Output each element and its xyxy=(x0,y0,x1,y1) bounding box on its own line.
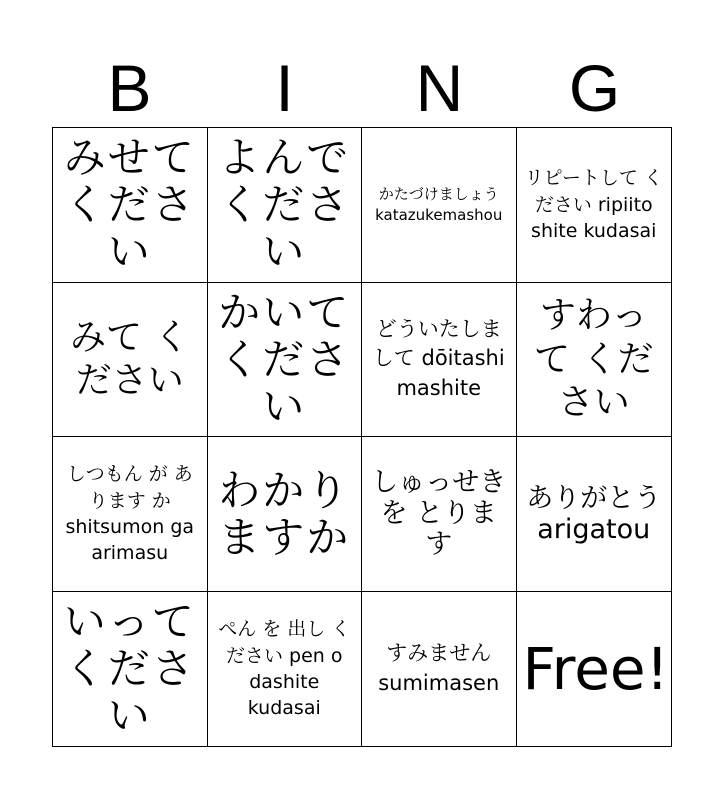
cell-text: いって ください xyxy=(63,597,196,741)
cell-text: リピートして ください ripiito shite kudasai xyxy=(524,167,663,242)
bingo-cell[interactable] xyxy=(53,592,208,747)
bingo-cell[interactable] xyxy=(208,128,363,283)
header-letter-n: N xyxy=(415,51,464,125)
bingo-cell[interactable] xyxy=(362,592,517,747)
bingo-cell[interactable] xyxy=(53,128,208,283)
bingo-cell[interactable] xyxy=(517,437,672,592)
bingo-board xyxy=(52,127,672,747)
cell-text: かいて ください xyxy=(218,287,351,431)
cell-text: わかりますか xyxy=(218,465,351,562)
cell-text: みて ください xyxy=(70,317,190,402)
cell-text: しゅっせき を とります xyxy=(371,467,507,561)
bingo-cell[interactable] xyxy=(362,283,517,438)
cell-text: ぺん を 出し ください pen o dashite kudasai xyxy=(218,618,351,719)
bingo-cell[interactable] xyxy=(517,283,672,438)
bingo-header xyxy=(52,50,672,126)
cell-text: すみません sumimasen xyxy=(378,640,500,695)
cell-text: かたづけましょう katazukemashou xyxy=(375,184,503,224)
cell-text: ありがとう arigatou xyxy=(526,482,662,545)
bingo-cell[interactable] xyxy=(208,592,363,747)
bingo-cell-free[interactable] xyxy=(517,592,672,747)
bingo-cell[interactable] xyxy=(53,437,208,592)
header-letter-b: B xyxy=(107,51,152,125)
cell-text: どういたしまして dōitashi mashite xyxy=(372,316,505,401)
cell-text: みせて ください xyxy=(63,133,196,277)
bingo-cell[interactable] xyxy=(517,128,672,283)
cell-text: しつもん が あります か shitsumon ga arimasu xyxy=(65,463,195,564)
cell-text: すわって ください xyxy=(534,295,654,423)
header-letter-g: G xyxy=(568,51,621,125)
bingo-cell[interactable] xyxy=(53,283,208,438)
header-letter-i: I xyxy=(275,51,294,125)
bingo-cell[interactable] xyxy=(208,283,363,438)
cell-text: よんで ください xyxy=(218,133,351,277)
free-space-label: Free! xyxy=(522,634,669,703)
bingo-cell[interactable] xyxy=(362,437,517,592)
bingo-cell[interactable] xyxy=(362,128,517,283)
bingo-cell[interactable] xyxy=(208,437,363,592)
